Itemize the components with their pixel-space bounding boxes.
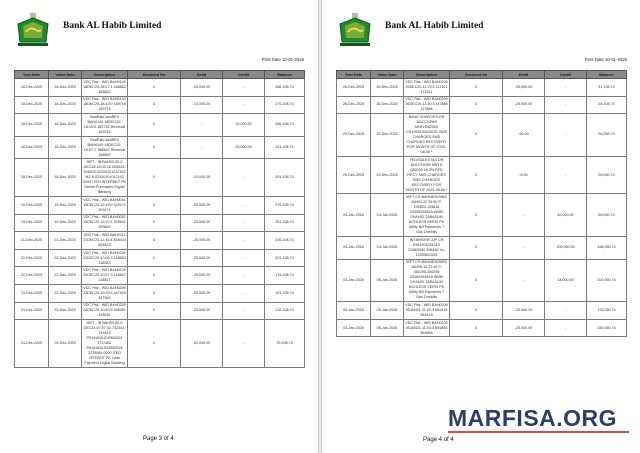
table-row xyxy=(15,196,305,214)
doc-no-cell: 0 xyxy=(450,236,503,259)
credit-cell: 10,000.00 xyxy=(223,114,265,137)
col-doc-no: Docment No xyxy=(128,71,181,79)
description-cell: IBFT - IB BAH00-00-0 DEC18-18:40:28 026525-026525 02300101012192 MZ B 02300101012192 0000 ITED INTERNET PK Online Purchases Digital Banking xyxy=(82,159,128,197)
description-cell: VDC Pak - WID BAH0149 18DEC20-18:07:1 188662 188662 xyxy=(82,79,128,97)
doc-no-cell: 0 xyxy=(450,96,503,114)
tran-date-cell: 04-Jan-2026 xyxy=(337,236,371,259)
debit-cell: -8.00 xyxy=(503,156,545,194)
col-description: Description xyxy=(404,71,450,79)
credit-cell: - xyxy=(223,232,265,250)
table-body xyxy=(337,79,627,337)
value-date-cell: 26-Dec-2025 xyxy=(371,79,404,97)
col-tran-date: Tran Date xyxy=(337,71,371,79)
description-cell: VDC Pak - WID BAH0209 26DEC20-11:30:3 117888 117888 xyxy=(404,96,450,114)
credit-cell: - xyxy=(223,159,265,197)
tran-date-cell: 18-Dec-2025 xyxy=(15,96,49,114)
value-date-cell: 23-Dec-2025 xyxy=(49,302,82,320)
debit-cell: -25,000.00 xyxy=(503,79,545,97)
table-header-row xyxy=(15,71,305,79)
table-row xyxy=(337,96,627,114)
balance-cell: 276,108.74 xyxy=(265,96,305,114)
tran-date-cell: 05-Jan-2026 xyxy=(337,302,371,320)
value-date-cell: 26-Dec-2025 xyxy=(371,96,404,114)
page-number: Page 4 of 4 xyxy=(423,437,454,443)
value-date-cell: 18-Dec-2025 xyxy=(49,96,82,114)
value-date-cell: 29-Dec-2025 xyxy=(371,114,404,157)
value-date-cell: 22-Dec-2025 xyxy=(49,267,82,285)
tran-date-cell: 29-Dec-2025 xyxy=(337,156,371,194)
debit-cell: -25,000.00 xyxy=(503,96,545,114)
col-value-date: Value Date xyxy=(371,71,404,79)
doc-no-cell: 0 xyxy=(128,136,181,159)
table-row xyxy=(337,79,627,97)
transactions-table xyxy=(14,70,305,368)
bank-logo-icon xyxy=(337,12,373,48)
tran-date-cell: 22-Dec-2025 xyxy=(15,249,49,267)
tran-date-cell: 19-Dec-2025 xyxy=(15,196,49,214)
balance-cell: 76,108.74 xyxy=(265,320,305,368)
debit-cell: -25,000.00 xyxy=(181,196,223,214)
credit-cell: - xyxy=(545,79,587,97)
credit-cell: - xyxy=(223,320,265,368)
debit-cell: -25,000.00 xyxy=(181,302,223,320)
balance-cell: 150,050.74 xyxy=(587,319,627,337)
debit-cell: - xyxy=(181,114,223,137)
balance-cell: 26,108.74 xyxy=(587,96,627,114)
value-date-cell: 05-Jan-2026 xyxy=(371,259,404,302)
tran-date-cell: 05-Jan-2026 xyxy=(337,259,371,302)
credit-cell: - xyxy=(223,249,265,267)
value-date-cell: 18-Dec-2025 xyxy=(49,159,82,197)
debit-cell: - xyxy=(503,194,545,237)
value-date-cell: 24-Dec-2025 xyxy=(49,320,82,368)
doc-no-cell: 0 xyxy=(128,79,181,97)
description-cell: VDC Pak - WID BAH0209 22DEC20-10:07:3 118827 118827 xyxy=(82,267,128,285)
col-doc-no: Docment No xyxy=(450,71,503,79)
tran-date-cell: 18-Dec-2025 xyxy=(15,114,49,137)
description-cell: VDC Pak - WID BAH0209 23DEC20-10:40:3 448261 448261 xyxy=(82,302,128,320)
debit-cell: -10,000.00 xyxy=(181,96,223,114)
description-cell: VDC Pak - WID BAH0209 23DEC20-10:39:3 447920 447920 xyxy=(82,284,128,302)
description-cell: IBFT CR BAH0804/5953 JAN03-22:35:50 P-109834-109834 03000394518-WMB SHAHID TABASUM NCHLESS SERVI PK Utility Bill Payments 7 Gas Onebills xyxy=(404,194,450,237)
bank-name: Bank AL Habib Limited xyxy=(63,21,162,31)
doc-no-cell: 0 xyxy=(128,196,181,214)
credit-cell: - xyxy=(223,196,265,214)
debit-cell: -50,000.00 xyxy=(181,320,223,368)
description-cell: IBFT CR BAH0804/5953 JAN05-10:37:46 P-456295-456295 03000394518-WMB SHAHID TABASUM NCHLESS SERVI PK Utility Bill Payments 7 Gas Onebills xyxy=(404,259,450,302)
table-row xyxy=(15,159,305,197)
value-date-cell: 04-Jan-2026 xyxy=(371,194,404,237)
debit-cell: - xyxy=(503,236,545,259)
balance-cell: 51,108.74 xyxy=(587,79,627,97)
doc-no-cell: 0 xyxy=(128,159,181,197)
tran-date-cell: 18-Dec-2025 xyxy=(15,79,49,97)
credit-cell: 34,000.00 xyxy=(545,259,587,302)
credit-cell: 25,000.00 xyxy=(223,136,265,159)
table-row xyxy=(15,214,305,232)
doc-no-cell: 0 xyxy=(450,194,503,237)
balance-cell: 26,058.74 xyxy=(587,114,627,157)
tran-date-cell: 23-Dec-2025 xyxy=(15,284,49,302)
value-date-cell: 18-Dec-2025 xyxy=(49,114,82,137)
page-number: Page 3 of 4 xyxy=(143,436,174,442)
description-cell: IBFT - IB BAH00-00-0 DEC24-07:07:42 742443-742443 PK44UNIL010900024 373 UBL PK44UNIL010900024 3730084 0000 ITED INTERNT PK Loan Payment Digital Banking xyxy=(82,320,128,368)
debit-cell: -25,000.00 xyxy=(181,284,223,302)
statement-page-4 xyxy=(321,0,640,453)
doc-no-cell: 0 xyxy=(128,267,181,285)
description-cell: VDC Pak - WID BAH0081 19DEC20-12:20:1 329642 329642 xyxy=(82,214,128,232)
description-cell: VisaPakCashREV BAH0149 18DEC20-18:07:1 188662-Reversal 188662 xyxy=(82,136,128,159)
table-row xyxy=(337,259,627,302)
table-row xyxy=(15,232,305,250)
col-balance: Balance xyxy=(587,71,627,79)
tran-date-cell: 18-Dec-2025 xyxy=(15,136,49,159)
tran-date-cell: 22-Dec-2025 xyxy=(15,267,49,285)
doc-no-cell: 0 xyxy=(128,114,181,137)
tran-date-cell: 29-Dec-2025 xyxy=(337,114,371,157)
table-row xyxy=(15,284,305,302)
table-body xyxy=(15,79,305,368)
value-date-cell: 21-Dec-2025 xyxy=(49,232,82,250)
description-cell: BANK CHARGES-DR ADCCHG69 MNTH082025 CH1098100428101 SMS CHARGES SMS CHARGES RECOVERY FOR MONTH OF 2025-08-06 * xyxy=(404,114,450,157)
table-row xyxy=(337,236,627,259)
balance-cell: 151,108.74 xyxy=(265,284,305,302)
description-cell: VisaPakCashREV BAH0149 18DEC20-18:10:0 189716-Reversal 189716 xyxy=(82,114,128,137)
credit-cell: - xyxy=(223,214,265,232)
value-date-cell: 19-Dec-2025 xyxy=(49,196,82,214)
debit-cell: -25,000.00 xyxy=(503,302,545,320)
table-row xyxy=(15,249,305,267)
table-row xyxy=(15,136,305,159)
col-credit: Credit xyxy=(223,71,265,79)
doc-no-cell: 0 xyxy=(450,79,503,97)
col-description: Description xyxy=(82,71,128,79)
col-tran-date: Tran Date xyxy=(15,71,49,79)
debit-cell: -25,000.00 xyxy=(181,267,223,285)
bank-name: Bank AL Habib Limited xyxy=(385,21,484,31)
tran-date-cell: 26-Dec-2025 xyxy=(337,79,371,97)
value-date-cell: 22-Dec-2025 xyxy=(49,249,82,267)
bank-logo-icon xyxy=(15,12,51,48)
description-cell: VDC Pak - WID BAH0111 21DEC20-11:46:4 838433 838433 xyxy=(82,232,128,250)
credit-cell: - xyxy=(223,79,265,97)
doc-no-cell: 0 xyxy=(450,156,503,194)
tran-date-cell: 21-Dec-2025 xyxy=(15,232,49,250)
value-date-cell: 29-Dec-2025 xyxy=(371,156,404,194)
debit-cell: -10,000.00 xyxy=(181,159,223,197)
value-date-cell: 19-Dec-2025 xyxy=(49,214,82,232)
balance-cell: 66,050.74 xyxy=(587,194,627,237)
credit-cell: - xyxy=(223,302,265,320)
value-date-cell: 05-Jan-2026 xyxy=(371,319,404,337)
debit-cell: -25,000.00 xyxy=(503,319,545,337)
table-row xyxy=(15,79,305,97)
doc-no-cell: 0 xyxy=(128,214,181,232)
doc-no-cell: 0 xyxy=(128,302,181,320)
debit-cell: -25,000.00 xyxy=(181,214,223,232)
credit-cell: - xyxy=(545,319,587,337)
tran-date-cell: 04-Jan-2026 xyxy=(337,194,371,237)
doc-no-cell: 0 xyxy=(450,302,503,320)
table-row xyxy=(15,302,305,320)
table-row xyxy=(337,114,627,157)
table-header-row xyxy=(337,71,627,79)
description-cell: VDC Pak - WID BAH0209 05JAN21-11:02:4 554418 554418 xyxy=(404,302,450,320)
balance-cell: 301,108.74 xyxy=(265,159,305,197)
tran-date-cell: 23-Dec-2025 xyxy=(15,302,49,320)
credit-cell: - xyxy=(223,284,265,302)
table-row xyxy=(337,194,627,237)
transactions-table xyxy=(336,70,627,337)
balance-cell: 201,108.74 xyxy=(265,249,305,267)
print-date: Print Date 10-01-2026 xyxy=(584,57,627,62)
debit-cell: - xyxy=(181,136,223,159)
value-date-cell: 18-Dec-2025 xyxy=(49,79,82,97)
description-cell: VDC Pak - WID BAH0209 05JAN21-11:03:4 554858 554858 xyxy=(404,319,450,337)
tran-date-cell: 19-Dec-2025 xyxy=(15,214,49,232)
col-value-date: Value Date xyxy=(49,71,82,79)
balance-cell: 175,050.74 xyxy=(587,302,627,320)
watermark-text: MARFISA.ORG xyxy=(448,405,618,431)
credit-cell: 40,000.00 xyxy=(545,194,587,237)
balance-cell: 200,050.74 xyxy=(587,259,627,302)
table-row xyxy=(337,156,627,194)
credit-cell: - xyxy=(223,96,265,114)
table-row xyxy=(15,114,305,137)
col-debit: Debit xyxy=(503,71,545,79)
tran-date-cell: 18-Dec-2025 xyxy=(15,159,49,197)
description-cell: VDC Pak - WID BAH0209 26DEC20-11:29:3 117511 117511 xyxy=(404,79,450,97)
table-row xyxy=(15,320,305,368)
table-row xyxy=(15,96,305,114)
debit-cell: -25,000.00 xyxy=(181,249,223,267)
tran-date-cell: 26-Dec-2025 xyxy=(337,96,371,114)
debit-cell: -25,000.00 xyxy=(181,79,223,97)
description-cell: VDC Pak - WID BAH0081 19DEC20-12:19:0 329171 329171 xyxy=(82,196,128,214)
description-cell: VDC Pak - WID BAH0149 18DEC20-18:10:0 189716 189716 xyxy=(82,96,128,114)
debit-cell: - xyxy=(503,259,545,302)
col-balance: Balance xyxy=(265,71,305,79)
credit-cell: - xyxy=(545,302,587,320)
debit-cell: -50.00 xyxy=(503,114,545,157)
tran-date-cell: 05-Jan-2026 xyxy=(337,319,371,337)
value-date-cell: 05-Jan-2026 xyxy=(371,302,404,320)
doc-no-cell: 0 xyxy=(128,249,181,267)
doc-no-cell: 0 xyxy=(450,319,503,337)
statement-page-3 xyxy=(0,0,319,453)
balance-cell: 286,108.74 xyxy=(265,79,305,97)
credit-cell: - xyxy=(223,267,265,285)
tran-date-cell: 24-Dec-2025 xyxy=(15,320,49,368)
value-date-cell: 23-Dec-2025 xyxy=(49,284,82,302)
balance-cell: 286,108.74 xyxy=(265,114,305,137)
col-credit: Credit xyxy=(545,71,587,79)
debit-cell: -25,000.00 xyxy=(181,232,223,250)
credit-cell: - xyxy=(545,96,587,114)
doc-no-cell: 0 xyxy=(128,320,181,368)
credit-cell: - xyxy=(545,156,587,194)
credit-cell: 100,000.00 xyxy=(545,236,587,259)
table-row xyxy=(337,319,627,337)
balance-cell: 251,108.74 xyxy=(265,214,305,232)
balance-cell: 166,050.74 xyxy=(587,236,627,259)
credit-cell: - xyxy=(545,114,587,157)
balance-cell: 26,050.74 xyxy=(587,156,627,194)
description-cell: INTBRK/RECDP CR 0981004261015 1248/0050 596450 Vc-100056/2026 xyxy=(404,236,450,259)
doc-no-cell: 0 xyxy=(450,259,503,302)
watermark-underline xyxy=(448,431,629,433)
table-row xyxy=(15,267,305,285)
description-cell: FED/SALESTAX DR ADCCHG69 MNTH 082025 16.0% FED RECY SMS CHARGES SMS CHARGES RECOVERY FOR MONTH OF 2025-08-06 * xyxy=(404,156,450,194)
doc-no-cell: 0 xyxy=(450,114,503,157)
table-row xyxy=(337,302,627,320)
balance-cell: 311,108.74 xyxy=(265,136,305,159)
doc-no-cell: 0 xyxy=(128,232,181,250)
description-cell: VDC Pak - WID BAH0209 22DEC20-10:06:3 118583 118583 xyxy=(82,249,128,267)
balance-cell: 226,108.74 xyxy=(265,232,305,250)
balance-cell: 176,108.74 xyxy=(265,267,305,285)
doc-no-cell: 0 xyxy=(128,284,181,302)
value-date-cell: 18-Dec-2025 xyxy=(49,136,82,159)
balance-cell: 126,108.74 xyxy=(265,302,305,320)
value-date-cell: 04-Jan-2026 xyxy=(371,236,404,259)
print-date: Print Date 10-01-2026 xyxy=(261,57,304,62)
doc-no-cell: 0 xyxy=(128,96,181,114)
balance-cell: 276,108.74 xyxy=(265,196,305,214)
col-debit: Debit xyxy=(181,71,223,79)
